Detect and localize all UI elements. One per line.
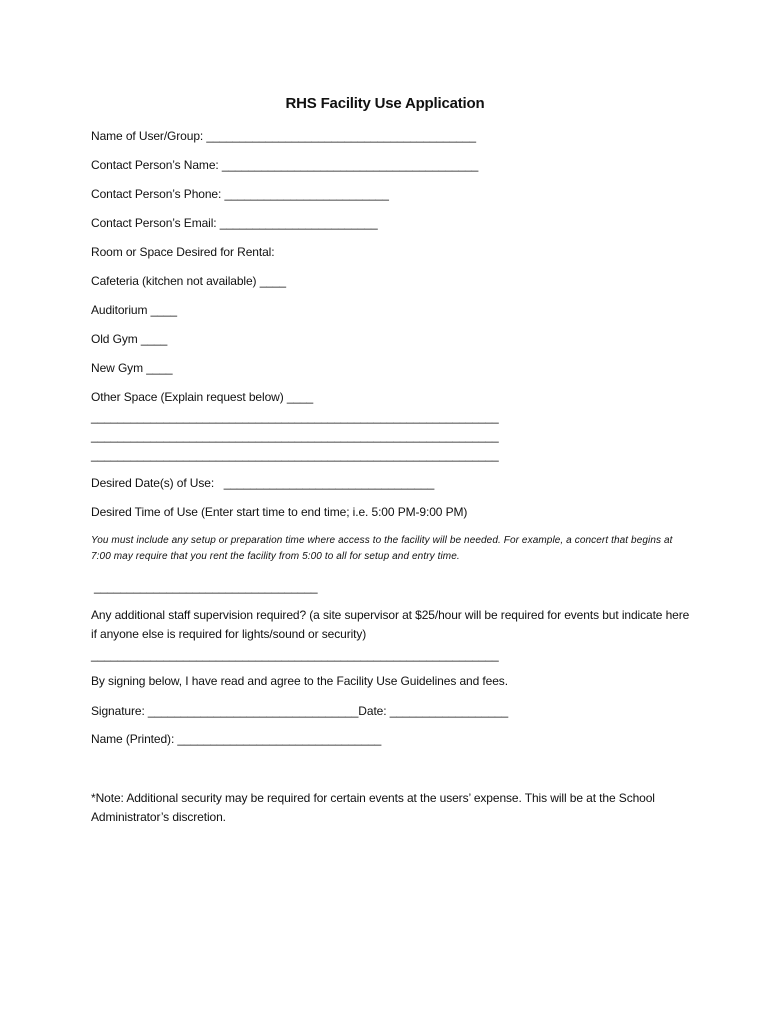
staff-question: Any additional staff supervision required? (a site supervisor at $25/hour will be required for events but indicate here if anyone else is required for lights/sound or security) — [91, 608, 690, 641]
name-of-user-field[interactable]: Name of User/Group: _________________________________________ — [91, 129, 476, 143]
old-gym-option[interactable]: Old Gym ____ — [91, 332, 168, 346]
agreement-text: By signing below, I have read and agree to the Facility Use Guidelines and fees. — [91, 674, 508, 688]
contact-phone-field[interactable]: Contact Person’s Phone: _________________________ — [91, 187, 389, 201]
new-gym-option[interactable]: New Gym ____ — [91, 361, 173, 375]
name-printed-field[interactable]: Name (Printed): _______________________________ — [91, 732, 382, 746]
contact-name-field[interactable]: Contact Person’s Name: _______________________________________ — [91, 158, 479, 172]
note-text: *Note: Additional security may be required for certain events at the users’ expense. This will be at the School Administrator’s discretion. — [91, 791, 655, 824]
explain-line-3[interactable]: ______________________________________________________________ — [91, 448, 499, 462]
page-title: RHS Facility Use Application — [285, 95, 485, 112]
explain-line-2[interactable]: ______________________________________________________________ — [91, 429, 499, 443]
cafeteria-option[interactable]: Cafeteria (kitchen not available) ____ — [91, 274, 286, 288]
auditorium-option[interactable]: Auditorium ____ — [91, 303, 177, 317]
explain-line-1[interactable]: ______________________________________________________________ — [91, 410, 499, 424]
room-label: Room or Space Desired for Rental: — [91, 245, 275, 259]
contact-email-field[interactable]: Contact Person’s Email: ________________________ — [91, 216, 378, 230]
setup-note: You must include any setup or preparation time where access to the facility will be needed. For example, a concert that begins at 7:00 may require that you rent the facility from 5:00 to all for setup and entry time. — [91, 535, 673, 562]
other-space-option[interactable]: Other Space (Explain request below) ____ — [91, 390, 314, 404]
staff-blank[interactable]: ______________________________________________________________ — [91, 648, 499, 662]
desired-time-label: Desired Time of Use (Enter start time to end time; i.e. 5:00 PM-9:00 PM) — [91, 505, 468, 519]
desired-dates-field[interactable]: Desired Date(s) of Use: ________________________________ — [91, 476, 435, 490]
signature-field[interactable]: Signature: ________________________________Date: __________________ — [91, 704, 509, 718]
desired-time-blank[interactable]: __________________________________ — [94, 580, 318, 594]
